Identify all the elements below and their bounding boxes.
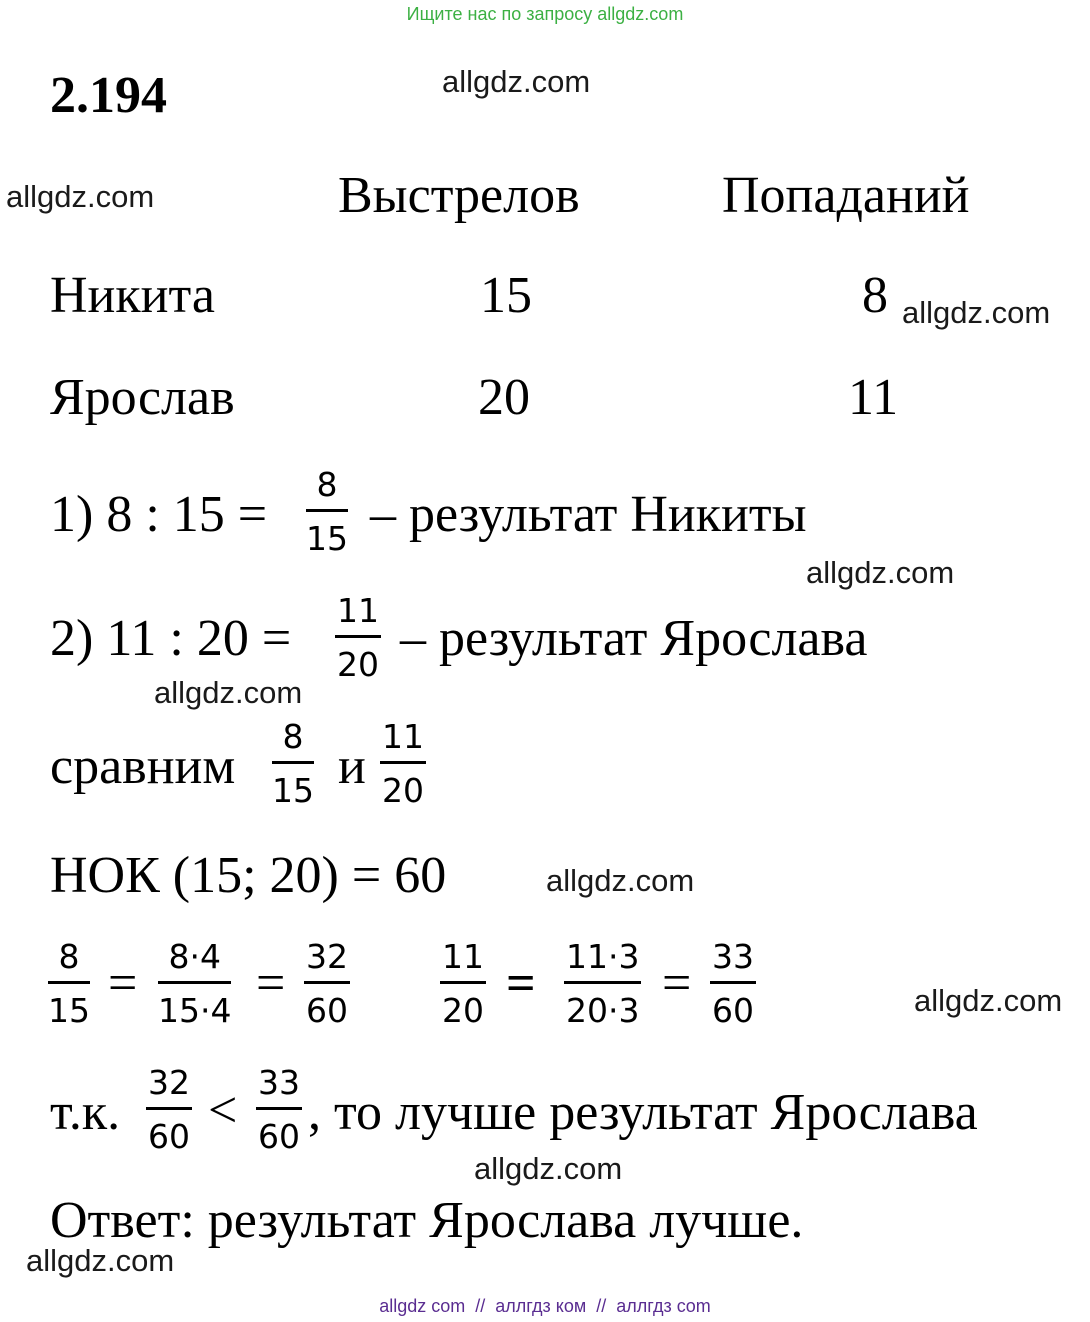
header-hits: Попаданий bbox=[722, 167, 970, 224]
fraction-denominator: 15 bbox=[272, 771, 314, 810]
watermark: allgdz.com bbox=[806, 555, 955, 590]
fraction-numerator: 33 bbox=[712, 937, 754, 976]
row-hits: 8 bbox=[862, 267, 888, 324]
fraction-denominator: 15·4 bbox=[158, 991, 232, 1030]
footer-links: allgdz com // аллгдз ком // аллгдз com bbox=[379, 1296, 711, 1316]
conclusion-fraction-a bbox=[146, 1063, 192, 1156]
fraction-numerator: 33 bbox=[258, 1063, 300, 1102]
watermark: allgdz.com bbox=[914, 983, 1063, 1018]
fraction-denominator: 20·3 bbox=[566, 991, 640, 1030]
fraction-denominator: 15 bbox=[306, 519, 348, 558]
equals-sign: = bbox=[506, 955, 536, 1012]
conv-a-fraction bbox=[158, 937, 232, 1030]
step1-suffix: – результат Никиты bbox=[370, 486, 807, 543]
fraction-numerator: 11 bbox=[382, 717, 424, 756]
conv-a-fraction bbox=[48, 937, 90, 1030]
row-name: Никита bbox=[50, 267, 215, 324]
answer-line: Ответ: результат Ярослава лучше. bbox=[50, 1192, 804, 1249]
watermark: allgdz.com bbox=[26, 1243, 175, 1278]
compare-word: сравним bbox=[50, 738, 236, 795]
compare-fraction-b bbox=[380, 717, 426, 810]
watermark: allgdz.com bbox=[6, 179, 155, 214]
conv-b-fraction bbox=[564, 937, 641, 1030]
conclusion-fraction-b bbox=[256, 1063, 302, 1156]
row-hits: 11 bbox=[848, 369, 899, 426]
conv-b-fraction bbox=[710, 937, 756, 1030]
step2-suffix: – результат Ярослава bbox=[400, 610, 868, 667]
row-name: Ярослав bbox=[50, 369, 235, 426]
step2-fraction bbox=[335, 591, 381, 684]
row-shots: 20 bbox=[478, 369, 530, 426]
conv-a-fraction bbox=[304, 937, 350, 1030]
task-number: 2.194 bbox=[50, 67, 167, 124]
fraction-denominator: 20 bbox=[337, 645, 379, 684]
equals-sign: = bbox=[662, 955, 692, 1012]
watermark: allgdz.com bbox=[474, 1151, 623, 1186]
equals-sign: = bbox=[108, 955, 138, 1012]
fraction-numerator: 8·4 bbox=[168, 937, 221, 976]
conclusion-prefix: т.к. bbox=[50, 1084, 121, 1141]
top-banner: Ищите нас по запросу allgdz.com bbox=[406, 4, 684, 24]
step1-fraction bbox=[306, 465, 348, 558]
fraction-numerator: 11·3 bbox=[566, 937, 640, 976]
watermark: allgdz.com bbox=[546, 863, 695, 898]
fraction-denominator: 60 bbox=[148, 1117, 190, 1156]
header-shots: Выстрелов bbox=[338, 167, 580, 224]
fraction-numerator: 8 bbox=[58, 937, 80, 976]
fraction-numerator: 8 bbox=[316, 465, 338, 504]
fraction-denominator: 20 bbox=[442, 991, 484, 1030]
compare-fraction-a bbox=[272, 717, 314, 810]
row-shots: 15 bbox=[480, 267, 532, 324]
fraction-denominator: 15 bbox=[48, 991, 90, 1030]
watermark: allgdz.com bbox=[154, 675, 303, 710]
fraction-denominator: 20 bbox=[382, 771, 424, 810]
watermark: allgdz.com bbox=[902, 295, 1051, 330]
fraction-numerator: 11 bbox=[337, 591, 379, 630]
fraction-numerator: 11 bbox=[442, 937, 484, 976]
compare-conj: и bbox=[338, 738, 366, 795]
equals-sign: = bbox=[256, 955, 286, 1012]
step2-prefix: 2) 11 : 20 = bbox=[50, 610, 292, 667]
less-than-sign: < bbox=[208, 1082, 238, 1139]
conclusion-suffix: , то лучше результат Ярослава bbox=[308, 1084, 978, 1141]
watermark: allgdz.com bbox=[442, 64, 591, 99]
step1-prefix: 1) 8 : 15 = bbox=[50, 486, 268, 543]
fraction-denominator: 60 bbox=[712, 991, 754, 1030]
fraction-numerator: 32 bbox=[306, 937, 348, 976]
fraction-numerator: 8 bbox=[282, 717, 304, 756]
lcm-line: НОК (15; 20) = 60 bbox=[50, 847, 447, 904]
fraction-denominator: 60 bbox=[306, 991, 348, 1030]
fraction-numerator: 32 bbox=[148, 1063, 190, 1102]
fraction-denominator: 60 bbox=[258, 1117, 300, 1156]
conv-b-fraction bbox=[440, 937, 486, 1030]
